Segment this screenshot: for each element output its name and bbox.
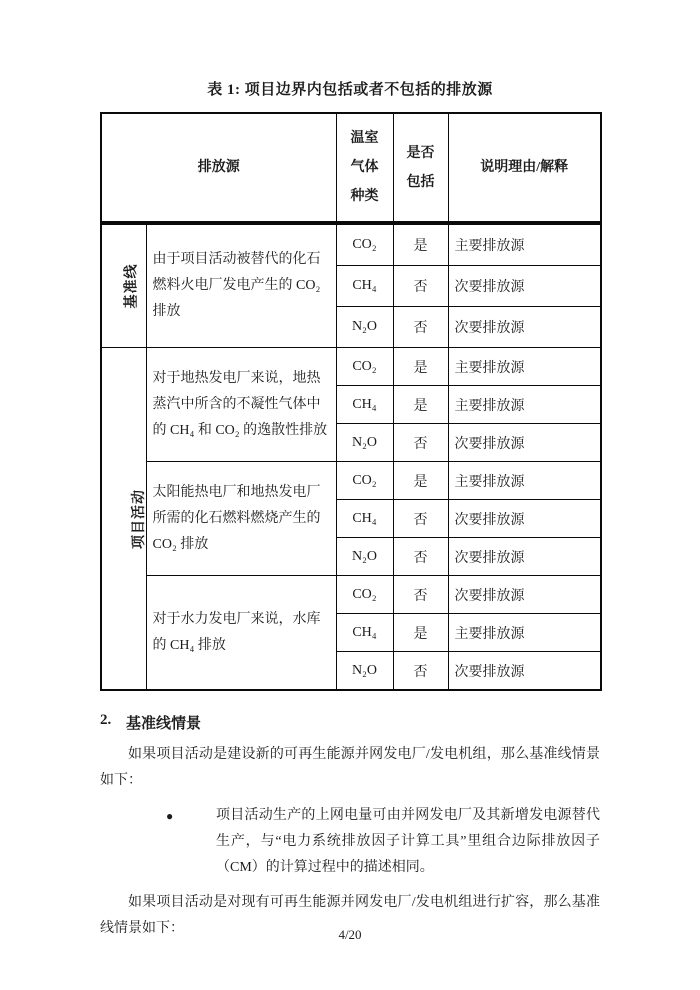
gas-cell: N₂O <box>336 538 393 576</box>
section-heading-label: 基准线情景 <box>126 716 202 732</box>
table-row <box>101 223 601 266</box>
description-cell: 太阳能热电厂和地热发电厂所需的化石燃料燃烧产生的 CO₂ 排放 <box>146 462 336 576</box>
included-cell: 否 <box>393 424 448 462</box>
description-cell: 对于水力发电厂来说，水库的 CH₄ 排放 <box>146 576 336 691</box>
paragraph: 如果项目活动是建设新的可再生能源并网发电厂/发电机组，那么基准线情景如下： <box>100 747 600 788</box>
table-row <box>101 576 601 614</box>
reason-cell: 次要排放源 <box>448 652 601 691</box>
description-cell: 由于项目活动被替代的化石燃料火电厂发电产生的 CO₂ 排放 <box>146 223 336 348</box>
reason-cell: 主要排放源 <box>448 386 601 424</box>
reason-cell: 主要排放源 <box>448 223 601 266</box>
table-row <box>101 462 601 500</box>
included-cell: 是 <box>393 462 448 500</box>
reason-cell: 主要排放源 <box>448 348 601 386</box>
included-cell: 否 <box>393 266 448 307</box>
gas-cell: CH₄ <box>336 500 393 538</box>
page-content <box>100 78 600 942</box>
category-label-baseline: 基准线 <box>124 263 140 309</box>
header-reason: 说明理由/解释 <box>448 113 601 223</box>
included-cell: 否 <box>393 307 448 348</box>
gas-cell: CO₂ <box>336 576 393 614</box>
gas-cell: N₂O <box>336 307 393 348</box>
reason-cell: 次要排放源 <box>448 307 601 348</box>
bullet-item <box>100 803 600 881</box>
included-cell: 是 <box>393 348 448 386</box>
included-cell: 否 <box>393 538 448 576</box>
gas-cell: N₂O <box>336 424 393 462</box>
header-source: 排放源 <box>101 113 336 223</box>
reason-cell: 主要排放源 <box>448 462 601 500</box>
included-cell: 否 <box>393 576 448 614</box>
bullet-icon: ● <box>166 809 174 823</box>
gas-cell: CO₂ <box>336 348 393 386</box>
reason-cell: 次要排放源 <box>448 500 601 538</box>
header-included-label: 是否包括 <box>406 145 435 190</box>
included-cell: 是 <box>393 223 448 266</box>
gas-cell: CH₄ <box>336 386 393 424</box>
included-cell: 否 <box>393 652 448 691</box>
table-title: 表 1: 项目边界内包括或者不包括的排放源 <box>207 82 493 98</box>
reason-cell: 次要排放源 <box>448 424 601 462</box>
header-gas-type-label: 温室气体种类 <box>350 131 379 204</box>
reason-cell: 主要排放源 <box>448 614 601 652</box>
category-label-project: 项目活动 <box>132 488 147 549</box>
header-gas-type <box>336 113 393 223</box>
reason-cell: 次要排放源 <box>448 576 601 614</box>
included-cell: 是 <box>393 386 448 424</box>
description-cell: 对于地热发电厂来说，地热蒸汽中所含的不凝性气体中的 CH₄ 和 CO₂ 的逸散性排放 <box>146 348 336 462</box>
emission-sources-table <box>100 112 602 691</box>
table-row <box>101 348 601 386</box>
gas-cell: CH₄ <box>336 266 393 307</box>
included-cell: 否 <box>393 500 448 538</box>
section-heading <box>100 712 600 733</box>
table-header <box>101 113 601 223</box>
included-cell: 是 <box>393 614 448 652</box>
reason-cell: 次要排放源 <box>448 266 601 307</box>
bullet-text: 项目活动生产的上网电量可由并网发电厂及其新增发电源替代生产，与“电力系统排放因子计算工具”里组合边际排放因子（CM）的计算过程中的描述相同。 <box>216 808 600 875</box>
category-cell-project <box>101 348 146 691</box>
gas-cell: CO₂ <box>336 462 393 500</box>
header-included <box>393 113 448 223</box>
gas-cell: CO₂ <box>336 223 393 266</box>
paragraph: 如果项目活动是对现有可再生能源并网发电厂/发电机组进行扩容，那么基准线情景如下： <box>100 895 600 936</box>
gas-cell: N₂O <box>336 652 393 691</box>
section-number: 2. <box>100 712 112 728</box>
page-number: 4/20 <box>338 927 362 942</box>
category-cell-baseline <box>101 223 146 348</box>
reason-cell: 次要排放源 <box>448 538 601 576</box>
gas-cell: CH₄ <box>336 614 393 652</box>
